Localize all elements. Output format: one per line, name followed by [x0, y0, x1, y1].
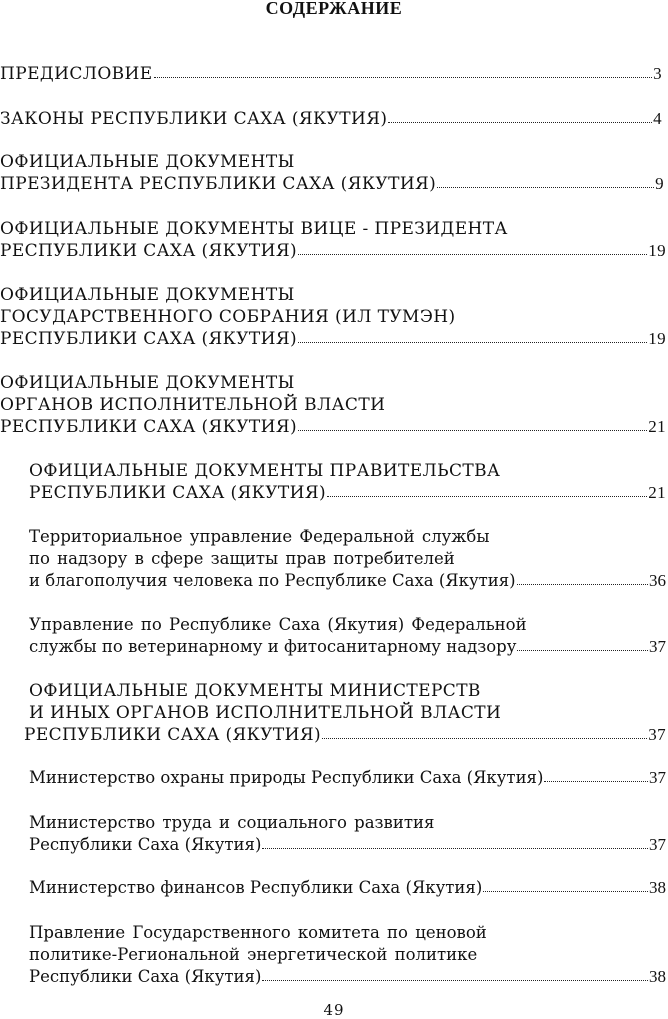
toc-entry-line: И ИНЫХ ОРГАНОВ ИСПОЛНИТЕЛЬНОЙ ВЛАСТИ [29, 703, 502, 723]
dot-leader [298, 251, 647, 255]
toc-entry-text: РЕСПУБЛИКИ САХА (ЯКУТИЯ) [0, 241, 298, 261]
toc-entry-line: ОФИЦИАЛЬНЫЕ ДОКУМЕНТЫ МИНИСТЕРСТВ [29, 681, 481, 701]
toc-entry-text: РЕСПУБЛИКИ САХА (ЯКУТИЯ) [24, 725, 322, 745]
dot-leader [262, 845, 648, 849]
dot-leader [517, 647, 648, 651]
toc-entry-line: ОФИЦИАЛЬНЫЕ ДОКУМЕНТЫ ВИЦЕ - ПРЕЗИДЕНТА [0, 219, 508, 239]
toc-page-number: 19 [648, 241, 666, 260]
toc-entry-line: ГОСУДАРСТВЕННОГО СОБРАНИЯ (ИЛ ТУМЭН) [0, 307, 456, 327]
toc-entry-text: ПРЕДИСЛОВИЕ [0, 64, 153, 84]
toc-entry-finance-ministry[interactable] [29, 877, 666, 899]
toc-page-number: 37 [649, 637, 666, 656]
toc-entry-text: РЕСПУБЛИКИ САХА (ЯКУТИЯ) [0, 329, 298, 349]
toc-entry-line [29, 966, 666, 988]
toc-entry-veterinary-supervision[interactable] [29, 614, 666, 658]
toc-entry-text: РЕСПУБЛИКИ САХА (ЯКУТИЯ) [0, 417, 298, 437]
toc-entry-text: и благополучия человека по Республике Саха (Якутия) [29, 571, 516, 590]
toc-entry-line: Управление по Республике Саха (Якутия) Федеральной [29, 615, 527, 634]
toc-entry-line [0, 173, 664, 195]
toc-entry-text: Республики Саха (Якутия) [29, 835, 262, 854]
toc-entry-line [29, 570, 666, 592]
toc-page-number: 3 [653, 64, 662, 83]
dot-leader [388, 119, 652, 123]
toc-entry-line [0, 416, 666, 438]
toc-entry-text: Республики Саха (Якутия) [29, 967, 262, 986]
toc-entry-line: ОРГАНОВ ИСПОЛНИТЕЛЬНОЙ ВЛАСТИ [0, 395, 386, 415]
toc-page-number: 38 [649, 967, 666, 986]
toc-page-number: 37 [648, 725, 666, 744]
toc-entry-government-docs[interactable] [29, 460, 666, 504]
toc-entry-line: Правление Государственного комитета по ценовой [29, 923, 487, 942]
toc-entry-state-assembly-docs[interactable] [0, 284, 666, 350]
dot-leader [327, 493, 647, 497]
toc-entry-nature-ministry[interactable] [29, 767, 666, 789]
toc-page-number: 4 [653, 109, 662, 128]
toc-entry-consumer-protection[interactable] [29, 526, 666, 592]
dot-leader [483, 888, 648, 892]
toc-page-number: 37 [649, 768, 666, 787]
toc-entry-line: ОФИЦИАЛЬНЫЕ ДОКУМЕНТЫ [0, 152, 295, 172]
page-title: СОДЕРЖАНИЕ [265, 0, 403, 18]
toc-entry-line: Министерство труда и социального развития [29, 813, 435, 832]
toc-entry-line: по надзору в сфере защиты прав потребителей [29, 549, 455, 568]
toc-entry-labour-ministry[interactable] [29, 812, 666, 856]
toc-entry-line: ОФИЦИАЛЬНЫЕ ДОКУМЕНТЫ [0, 373, 295, 393]
dot-leader [437, 184, 654, 188]
dot-leader [544, 778, 648, 782]
toc-entry-preface[interactable] [0, 63, 662, 85]
toc-entry-president-docs[interactable] [0, 151, 664, 195]
toc-entry-line: Территориальное управление Федеральной службы [29, 527, 490, 546]
toc-entry-line [0, 240, 666, 262]
toc-page-number: 38 [649, 878, 666, 897]
toc-entry-text: РЕСПУБЛИКИ САХА (ЯКУТИЯ) [29, 483, 327, 503]
toc-entry-text: ПРЕЗИДЕНТА РЕСПУБЛИКИ САХА (ЯКУТИЯ) [0, 174, 437, 194]
toc-entry-line: ОФИЦИАЛЬНЫЕ ДОКУМЕНТЫ ПРАВИТЕЛЬСТВА [29, 461, 501, 481]
dot-leader [154, 74, 653, 78]
toc-entry-line [29, 877, 666, 899]
toc-entry-line: ОФИЦИАЛЬНЫЕ ДОКУМЕНТЫ [0, 285, 295, 305]
toc-entry-vice-president-docs[interactable] [0, 218, 666, 262]
toc-entry-line [29, 834, 666, 856]
toc-entry-ministries-docs[interactable] [24, 680, 666, 746]
dot-leader [262, 977, 648, 981]
toc-entry-text: ЗАКОНЫ РЕСПУБЛИКИ САХА (ЯКУТИЯ) [0, 109, 388, 129]
toc-entry-line [29, 482, 666, 504]
toc-page-number: 37 [649, 835, 666, 854]
toc-page-number: 36 [649, 571, 666, 590]
toc-entry-text: Министерство охраны природы Республики Саха (Якутия) [29, 768, 544, 787]
toc-entry-line [24, 724, 666, 746]
toc-entry-line [0, 328, 666, 350]
footer-page-number: 49 [323, 1001, 345, 1019]
toc-entry-text: службы по ветеринарному и фитосанитарному надзору [29, 637, 517, 656]
toc-page-number: 21 [648, 483, 666, 502]
toc-page-number: 9 [655, 174, 664, 193]
toc-entry-laws[interactable] [0, 108, 662, 130]
dot-leader [517, 581, 648, 585]
toc-entry-line [0, 63, 662, 85]
toc-page-number: 19 [648, 329, 666, 348]
toc-entry-pricing-committee[interactable] [29, 922, 666, 988]
toc-entry-line [29, 767, 666, 789]
dot-leader [322, 735, 647, 739]
toc-entry-text: Министерство финансов Республики Саха (Якутия) [29, 878, 483, 897]
toc-entry-line [0, 108, 662, 130]
toc-entry-executive-bodies-docs[interactable] [0, 372, 666, 438]
toc-page-number: 21 [648, 417, 666, 436]
toc-entry-line [29, 636, 666, 658]
dot-leader [298, 427, 647, 431]
toc-entry-line: политике-Региональной энергетической политике [29, 945, 478, 964]
dot-leader [298, 339, 647, 343]
